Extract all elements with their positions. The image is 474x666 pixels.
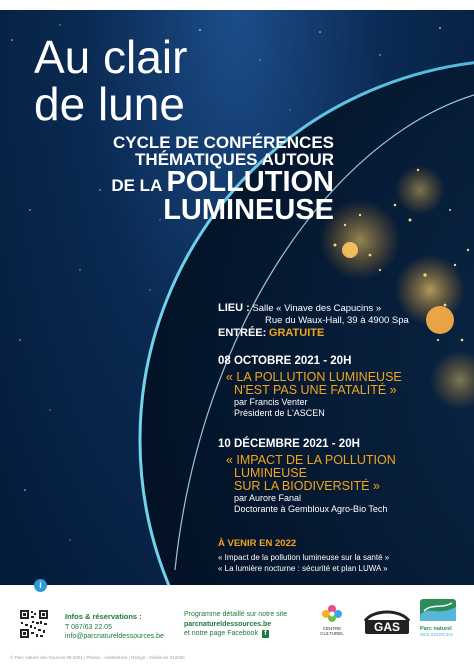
entry-block [218,327,324,340]
event-2-title-line-3: SUR LA BIODIVERSITÉ » [234,479,380,493]
contact-heading: Infos & réservations : [65,612,142,621]
subtitle-highlight-2: LUMINEUSE [163,194,334,226]
footer [0,580,474,666]
event-1 [218,355,402,419]
title-line-2: de lune [34,78,185,130]
poster-subtitle [34,134,334,224]
night-sky-background [0,10,474,585]
centre-culturel-logo [312,603,352,636]
event-1-date: 08 OCTOBRE 2021 - 20H [218,355,352,367]
subtitle-prefix: DE LA [111,176,162,195]
upcoming-heading: À VENIR EN 2022 [218,538,297,549]
subtitle-line-3 [34,168,334,196]
event-2-speaker-line-2: Doctorante à Gembloux Agro-Bio Tech [234,504,388,514]
subtitle-highlight-1: POLLUTION [166,166,334,198]
flower-icon [320,603,344,625]
venue-address: Rue du Waux-Hall, 39 à 4900 Spa [265,315,409,326]
contact-phone[interactable]: T 087/63 22.05 [65,623,112,631]
entry-value: GRATUITE [268,327,325,339]
program-line-3: et notre page Facebook [184,630,258,637]
venue-block [218,302,409,327]
contact-email[interactable]: info@parcnatureldessources.be [65,633,164,640]
venue-label: LIEU : [218,302,250,314]
subtitle-line-1: CYCLE DE CONFÉRENCES [112,133,334,152]
upcoming-block [218,538,389,574]
event-2-title-line-1: « IMPACT DE LA POLLUTION [226,453,396,467]
program-url[interactable]: parcnatureldessources.be [184,620,272,628]
copyright-notice: © Parc naturel des Sources 09-2021 | Photos : Adobestock | Design : Visible.be 012920 [10,655,185,660]
event-1-title-line-1: « LA POLLUTION LUMINEUSE [226,370,402,384]
event-1-title-line-2: N'EST PAS UNE FATALITÉ » [234,383,397,397]
facebook-icon[interactable]: f [262,630,269,638]
event-1-speaker-line-1: par Francis Venter [234,397,308,407]
event-1-speaker-line-2: Président de L'ASCEN [234,408,325,418]
top-margin [0,0,474,10]
event-2-date: 10 DÉCEMBRE 2021 - 20H [218,438,360,450]
parc-naturel-line-2: DES SOURCES [420,632,453,637]
gas-logo [363,607,411,637]
info-icon: i [34,579,47,592]
event-2-title-line-2: LUMINEUSE [234,466,307,480]
poster-title [34,31,188,130]
program-line-1: Programme détaillé sur notre site [184,611,288,618]
contact-block [65,612,164,642]
program-block [184,610,287,639]
title-line-1: Au clair [34,31,188,83]
subtitle-line-2: THÉMATIQUES AUTOUR [135,150,334,169]
qr-code-icon [20,610,48,638]
gas-logo-text: GAS [373,620,400,634]
centre-culturel-label: CENTRE CULTUREL [320,626,344,636]
parc-naturel-line-1: Parc naturel [420,626,452,632]
parc-naturel-mark [420,599,456,621]
upcoming-item-1: « Impact de la pollution lumineuse sur la santé » [218,553,390,562]
entry-label: ENTRÉE: [218,327,267,339]
event-2 [218,438,396,515]
event-2-speaker-line-1: par Aurore Fanal [234,493,302,503]
venue-name: Salle « Vinave des Capucins » [252,303,382,314]
parc-naturel-logo [420,599,462,637]
upcoming-item-2: « La lumière nocturne : sécurité et plan LUWA » [218,564,388,573]
